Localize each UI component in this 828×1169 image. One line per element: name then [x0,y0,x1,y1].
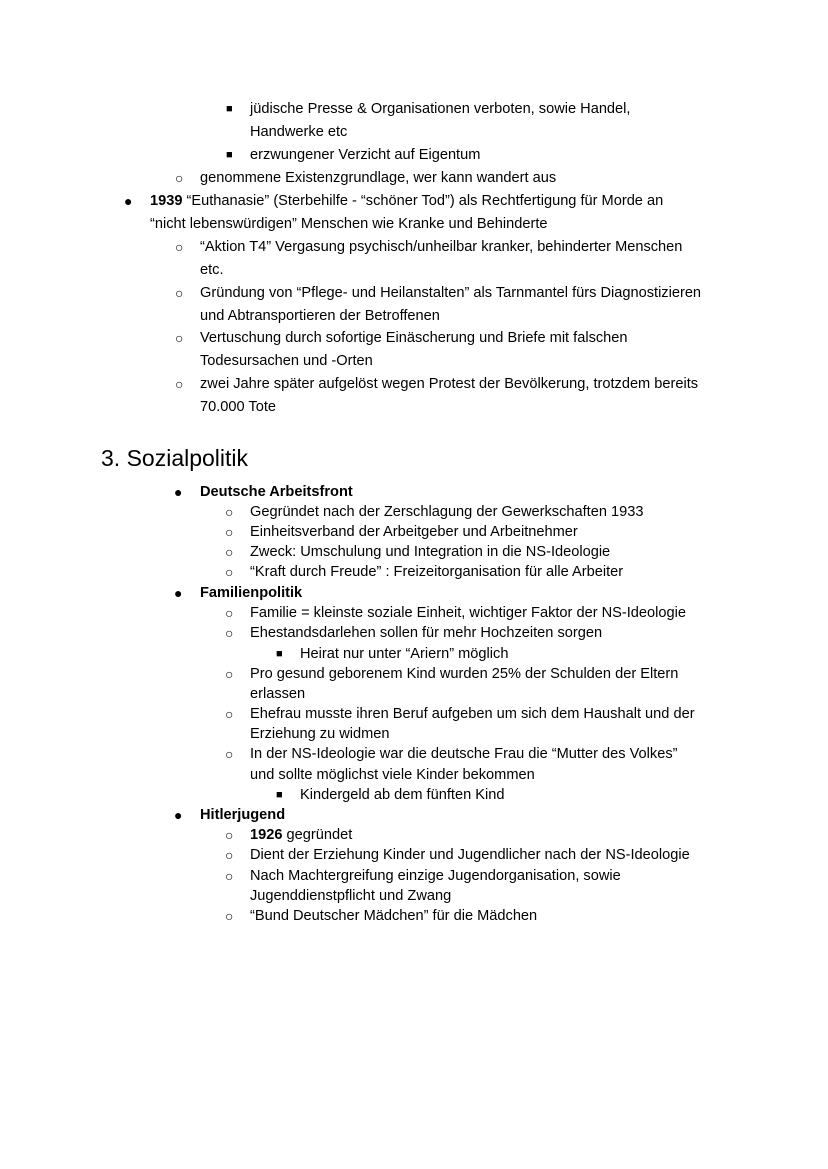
circle-bullet: ○ [175,285,184,301]
circle-bullet: ○ [225,746,234,762]
list-item: Vertuschung durch sofortige Einäscherung und Briefe mit falschen [200,330,628,346]
list-item: “Aktion T4” Vergasung psychisch/unheilbar kranker, behinderter Menschen [200,239,683,255]
square-bullet: ■ [226,103,233,115]
circle-bullet: ○ [225,847,234,863]
disc-bullet: ● [124,193,133,209]
list-item: jüdische Presse & Organisationen verboten, sowie Handel, [250,101,631,117]
year-1939: 1939 [150,193,183,209]
circle-bullet: ○ [225,504,234,520]
list-item-continuation: Erziehung zu widmen [250,726,390,742]
list-item: “Bund Deutscher Mädchen” für die Mädchen [250,908,538,924]
circle-bullet: ○ [225,908,234,924]
list-item: “Kraft durch Freude” : Freizeitorganisation für alle Arbeiter [250,564,624,580]
list-item: Einheitsverband der Arbeitgeber und Arbeitnehmer [250,524,578,540]
circle-bullet: ○ [175,376,184,392]
list-item: Familie = kleinste soziale Einheit, wichtiger Faktor der NS-Ideologie [250,605,686,621]
circle-bullet: ○ [225,827,234,843]
circle-bullet: ○ [225,564,234,580]
list-item-euthanasie [150,191,663,211]
list-item: Ehestandsdarlehen sollen für mehr Hochzeiten sorgen [250,625,603,641]
square-bullet: ■ [276,648,283,660]
disc-bullet: ● [174,807,183,823]
list-item: Kindergeld ab dem fünften Kind [300,787,505,803]
circle-bullet: ○ [225,666,234,682]
euthanasie-text: “Euthanasie” (Sterbehilfe - “schöner Tod”) als Rechtfertigung für Morde an [182,193,664,209]
hj-title: Hitlerjugend [200,807,286,823]
list-item-continuation: etc. [200,262,224,278]
subsection-title [200,805,285,825]
circle-bullet: ○ [175,170,184,186]
year-1926: 1926 [250,827,283,843]
list-item-continuation: Todesursachen und -Orten [200,353,373,369]
list-item: Gegründet nach der Zerschlagung der Gewerkschaften 1933 [250,504,644,520]
circle-bullet: ○ [225,605,234,621]
list-item: In der NS-Ideologie war die deutsche Frau die “Mutter des Volkes” [250,746,678,762]
list-item: Dient der Erziehung Kinder und Jugendlicher nach der NS-Ideologie [250,847,690,863]
list-item: genommene Existenzgrundlage, wer kann wandert aus [200,170,557,186]
list-item: erzwungener Verzicht auf Eigentum [250,147,481,163]
circle-bullet: ○ [225,868,234,884]
list-item: Zweck: Umschulung und Integration in die NS-Ideologie [250,544,611,560]
list-item-continuation: Jugenddienstpflicht und Zwang [250,888,452,904]
familie-title: Familienpolitik [200,585,303,601]
hj-founded-text: gegründet [282,827,353,843]
list-item: Pro gesund geborenem Kind wurden 25% der Schulden der Eltern [250,666,679,682]
circle-bullet: ○ [225,706,234,722]
subsection-title [200,482,353,502]
list-item-continuation: und sollte möglichst viele Kinder bekommen [250,767,535,783]
list-item: Ehefrau musste ihren Beruf aufgeben um sich dem Haushalt und der [250,706,695,722]
list-item-continuation: “nicht lebenswürdigen” Menschen wie Kranke und Behinderte [150,216,548,232]
list-item-continuation: und Abtransportieren der Betroffenen [200,308,440,324]
list-item-continuation: Handwerke etc [250,124,348,140]
list-item-continuation: erlassen [250,686,306,702]
daf-title: Deutsche Arbeitsfront [200,484,353,500]
disc-bullet: ● [174,585,183,601]
list-item: Nach Machtergreifung einzige Jugendorganisation, sowie [250,868,621,884]
square-bullet: ■ [276,789,283,801]
section-heading: 3. Sozialpolitik [101,445,249,471]
subsection-title [200,583,302,603]
list-item-continuation: 70.000 Tote [200,399,277,415]
circle-bullet: ○ [225,524,234,540]
circle-bullet: ○ [225,625,234,641]
square-bullet: ■ [226,149,233,161]
circle-bullet: ○ [175,239,184,255]
disc-bullet: ● [174,484,183,500]
circle-bullet: ○ [225,544,234,560]
list-item: Gründung von “Pflege- und Heilanstalten” als Tarnmantel fürs Diagnostizieren [200,285,702,301]
circle-bullet: ○ [175,330,184,346]
list-item [250,825,352,845]
list-item: zwei Jahre später aufgelöst wegen Protest der Bevölkerung, trotzdem bereits [200,376,699,392]
list-item: Heirat nur unter “Ariern” möglich [300,646,509,662]
